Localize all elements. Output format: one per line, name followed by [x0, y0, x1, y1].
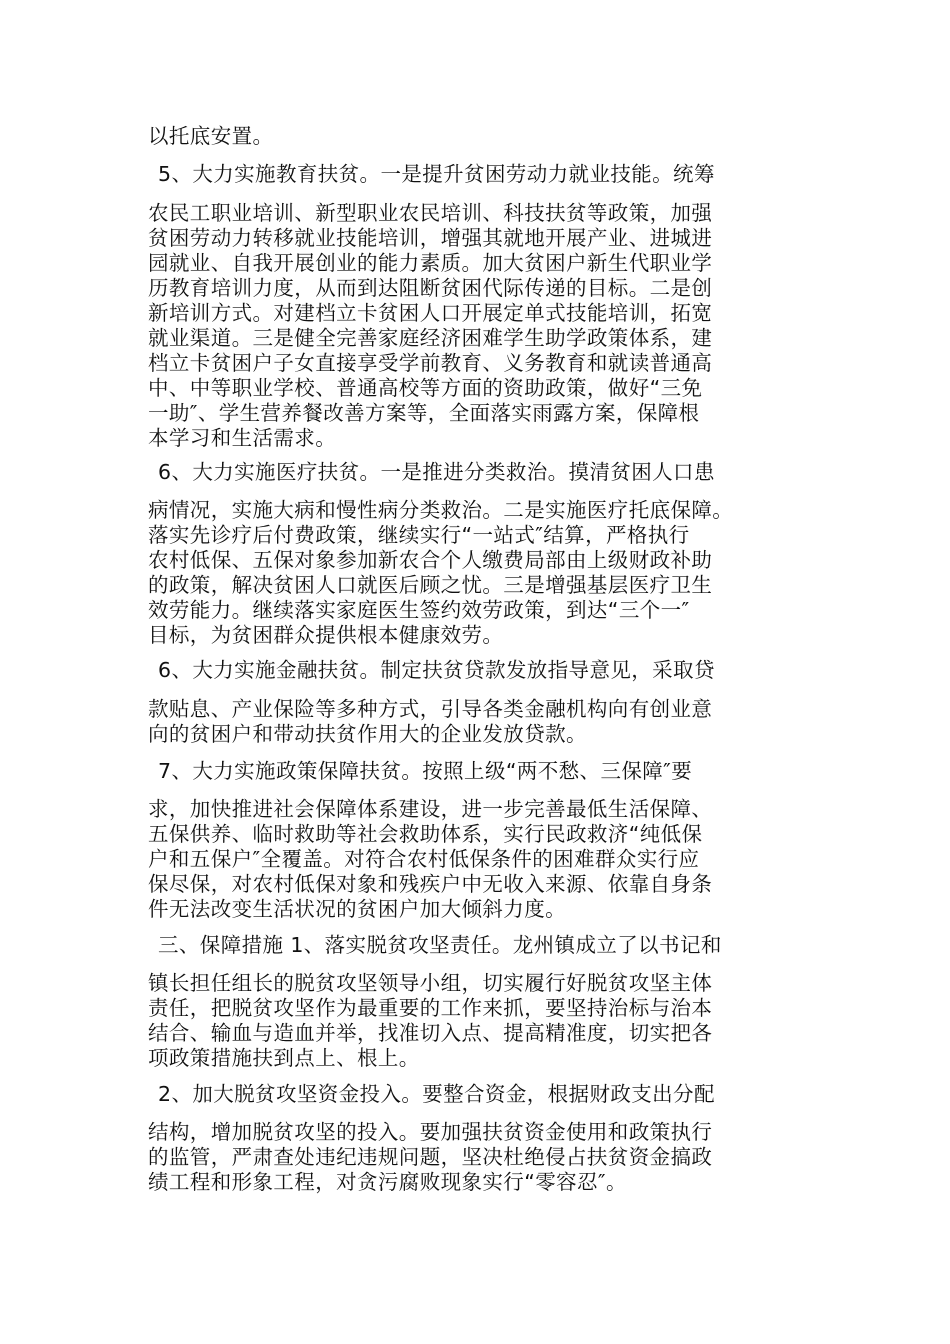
text-line: 档立卡贫困户子女直接享受学前教育、义务教育和就读普通高 — [148, 351, 713, 375]
text-line: 的政策，解决贫困人口就医后顾之忧。三是增强基层医疗卫生 — [148, 573, 713, 597]
text-line: 三、保障措施 1、落实脱贫攻坚责任。龙州镇成立了以书记和 — [158, 933, 722, 957]
text-line: 目标，为贫困群众提供根本健康效劳。 — [148, 623, 504, 647]
paragraph-6-medical-heading — [148, 460, 838, 485]
text-line: 户和五保户″全覆盖。对符合农村低保条件的困难群众实行应 — [148, 847, 700, 871]
text-line: 项政策措施扶到点上、根上。 — [148, 1046, 420, 1070]
paragraph-7-heading — [148, 759, 838, 784]
text-line: 结合、输血与造血并举，找准切入点、提高精准度，切实把各 — [148, 1021, 713, 1045]
text-line: 向的贫困户和带动扶贫作用大的企业发放贷款。 — [148, 722, 587, 746]
text-line: 责任，把脱贫攻坚作为最重要的工作来抓，要坚持治标与治本 — [148, 996, 713, 1020]
text-line: 镇长担任组长的脱贫攻坚领导小组，切实履行好脱贫攻坚主体 — [148, 971, 713, 995]
text-line: 以托底安置。 — [148, 124, 274, 148]
paragraph-continuation-0 — [148, 124, 828, 149]
text-line: 五保供养、临时救助等社会救助体系，实行民政救济“纯低保 — [148, 822, 703, 846]
measure-2-heading — [148, 1082, 838, 1107]
paragraph-5-body — [148, 201, 828, 451]
measure-2-body — [148, 1120, 828, 1195]
text-line: 求，加快推进社会保障体系建设，进一步完善最低生活保障、 — [148, 797, 713, 821]
paragraph-6-medical-body — [148, 498, 828, 648]
text-line: 6、大力实施金融扶贫。制定扶贫贷款发放指导意见，采取贷 — [158, 658, 715, 682]
paragraph-5-heading — [148, 162, 838, 187]
text-line: 农村低保、五保对象参加新农合个人缴费局部由上级财政补助 — [148, 548, 713, 572]
section-3-heading — [148, 933, 838, 958]
text-line: 一助″、学生营养餐改善方案等，全面落实雨露方案，保障根 — [148, 401, 700, 425]
text-line: 保尽保，对农村低保对象和残疾户中无收入来源、依靠自身条 — [148, 872, 713, 896]
text-line: 就业渠道。三是健全完善家庭经济困难学生助学政策体系，建 — [148, 326, 713, 350]
text-line: 农民工职业培训、新型职业农民培训、科技扶贫等政策，加强 — [148, 201, 713, 225]
text-line: 的监管，严肃查处违纪违规问题，坚决杜绝侵占扶贫资金搞政 — [148, 1145, 713, 1169]
text-line: 5、大力实施教育扶贫。一是提升贫困劳动力就业技能。统筹 — [158, 162, 715, 186]
section-3-body — [148, 971, 828, 1071]
text-line: 7、大力实施政策保障扶贫。按照上级“两不愁、三保障″要 — [158, 759, 693, 783]
text-line: 结构，增加脱贫攻坚的投入。要加强扶贫资金使用和政策执行 — [148, 1120, 713, 1144]
text-line: 中、中等职业学校、普通高校等方面的资助政策，做好“三免 — [148, 376, 703, 400]
text-line: 病情况，实施大病和慢性病分类救治。二是实施医疗托底保障。 — [148, 498, 734, 522]
text-line: 效劳能力。继续落实家庭医生签约效劳政策，到达“三个一″ — [148, 598, 690, 622]
text-line: 本学习和生活需求。 — [148, 426, 337, 450]
text-line: 落实先诊疗后付费政策，继续实行“一站式″结算，严格执行 — [148, 523, 690, 547]
text-line: 绩工程和形象工程，对贪污腐败现象实行“零容忍″。 — [148, 1170, 627, 1194]
text-line: 贫困劳动力转移就业技能培训，增强其就地开展产业、进城进 — [148, 226, 713, 250]
text-line: 历教育培训力度，从而到达阻断贫困代际传递的目标。二是创 — [148, 276, 713, 300]
text-line: 2、加大脱贫攻坚资金投入。要整合资金，根据财政支出分配 — [158, 1082, 715, 1106]
text-line: 新培训方式。对建档立卡贫困人口开展定单式技能培训，拓宽 — [148, 301, 713, 325]
paragraph-6-finance-heading — [148, 658, 838, 683]
text-line: 6、大力实施医疗扶贫。一是推进分类救治。摸清贫困人口患 — [158, 460, 715, 484]
paragraph-7-body — [148, 797, 828, 922]
text-line: 件无法改变生活状况的贫困户加大倾斜力度。 — [148, 897, 566, 921]
text-line: 园就业、自我开展创业的能力素质。加大贫困户新生代职业学 — [148, 251, 713, 275]
text-line: 款贴息、产业保险等多种方式，引导各类金融机构向有创业意 — [148, 697, 713, 721]
paragraph-6-finance-body — [148, 697, 828, 747]
